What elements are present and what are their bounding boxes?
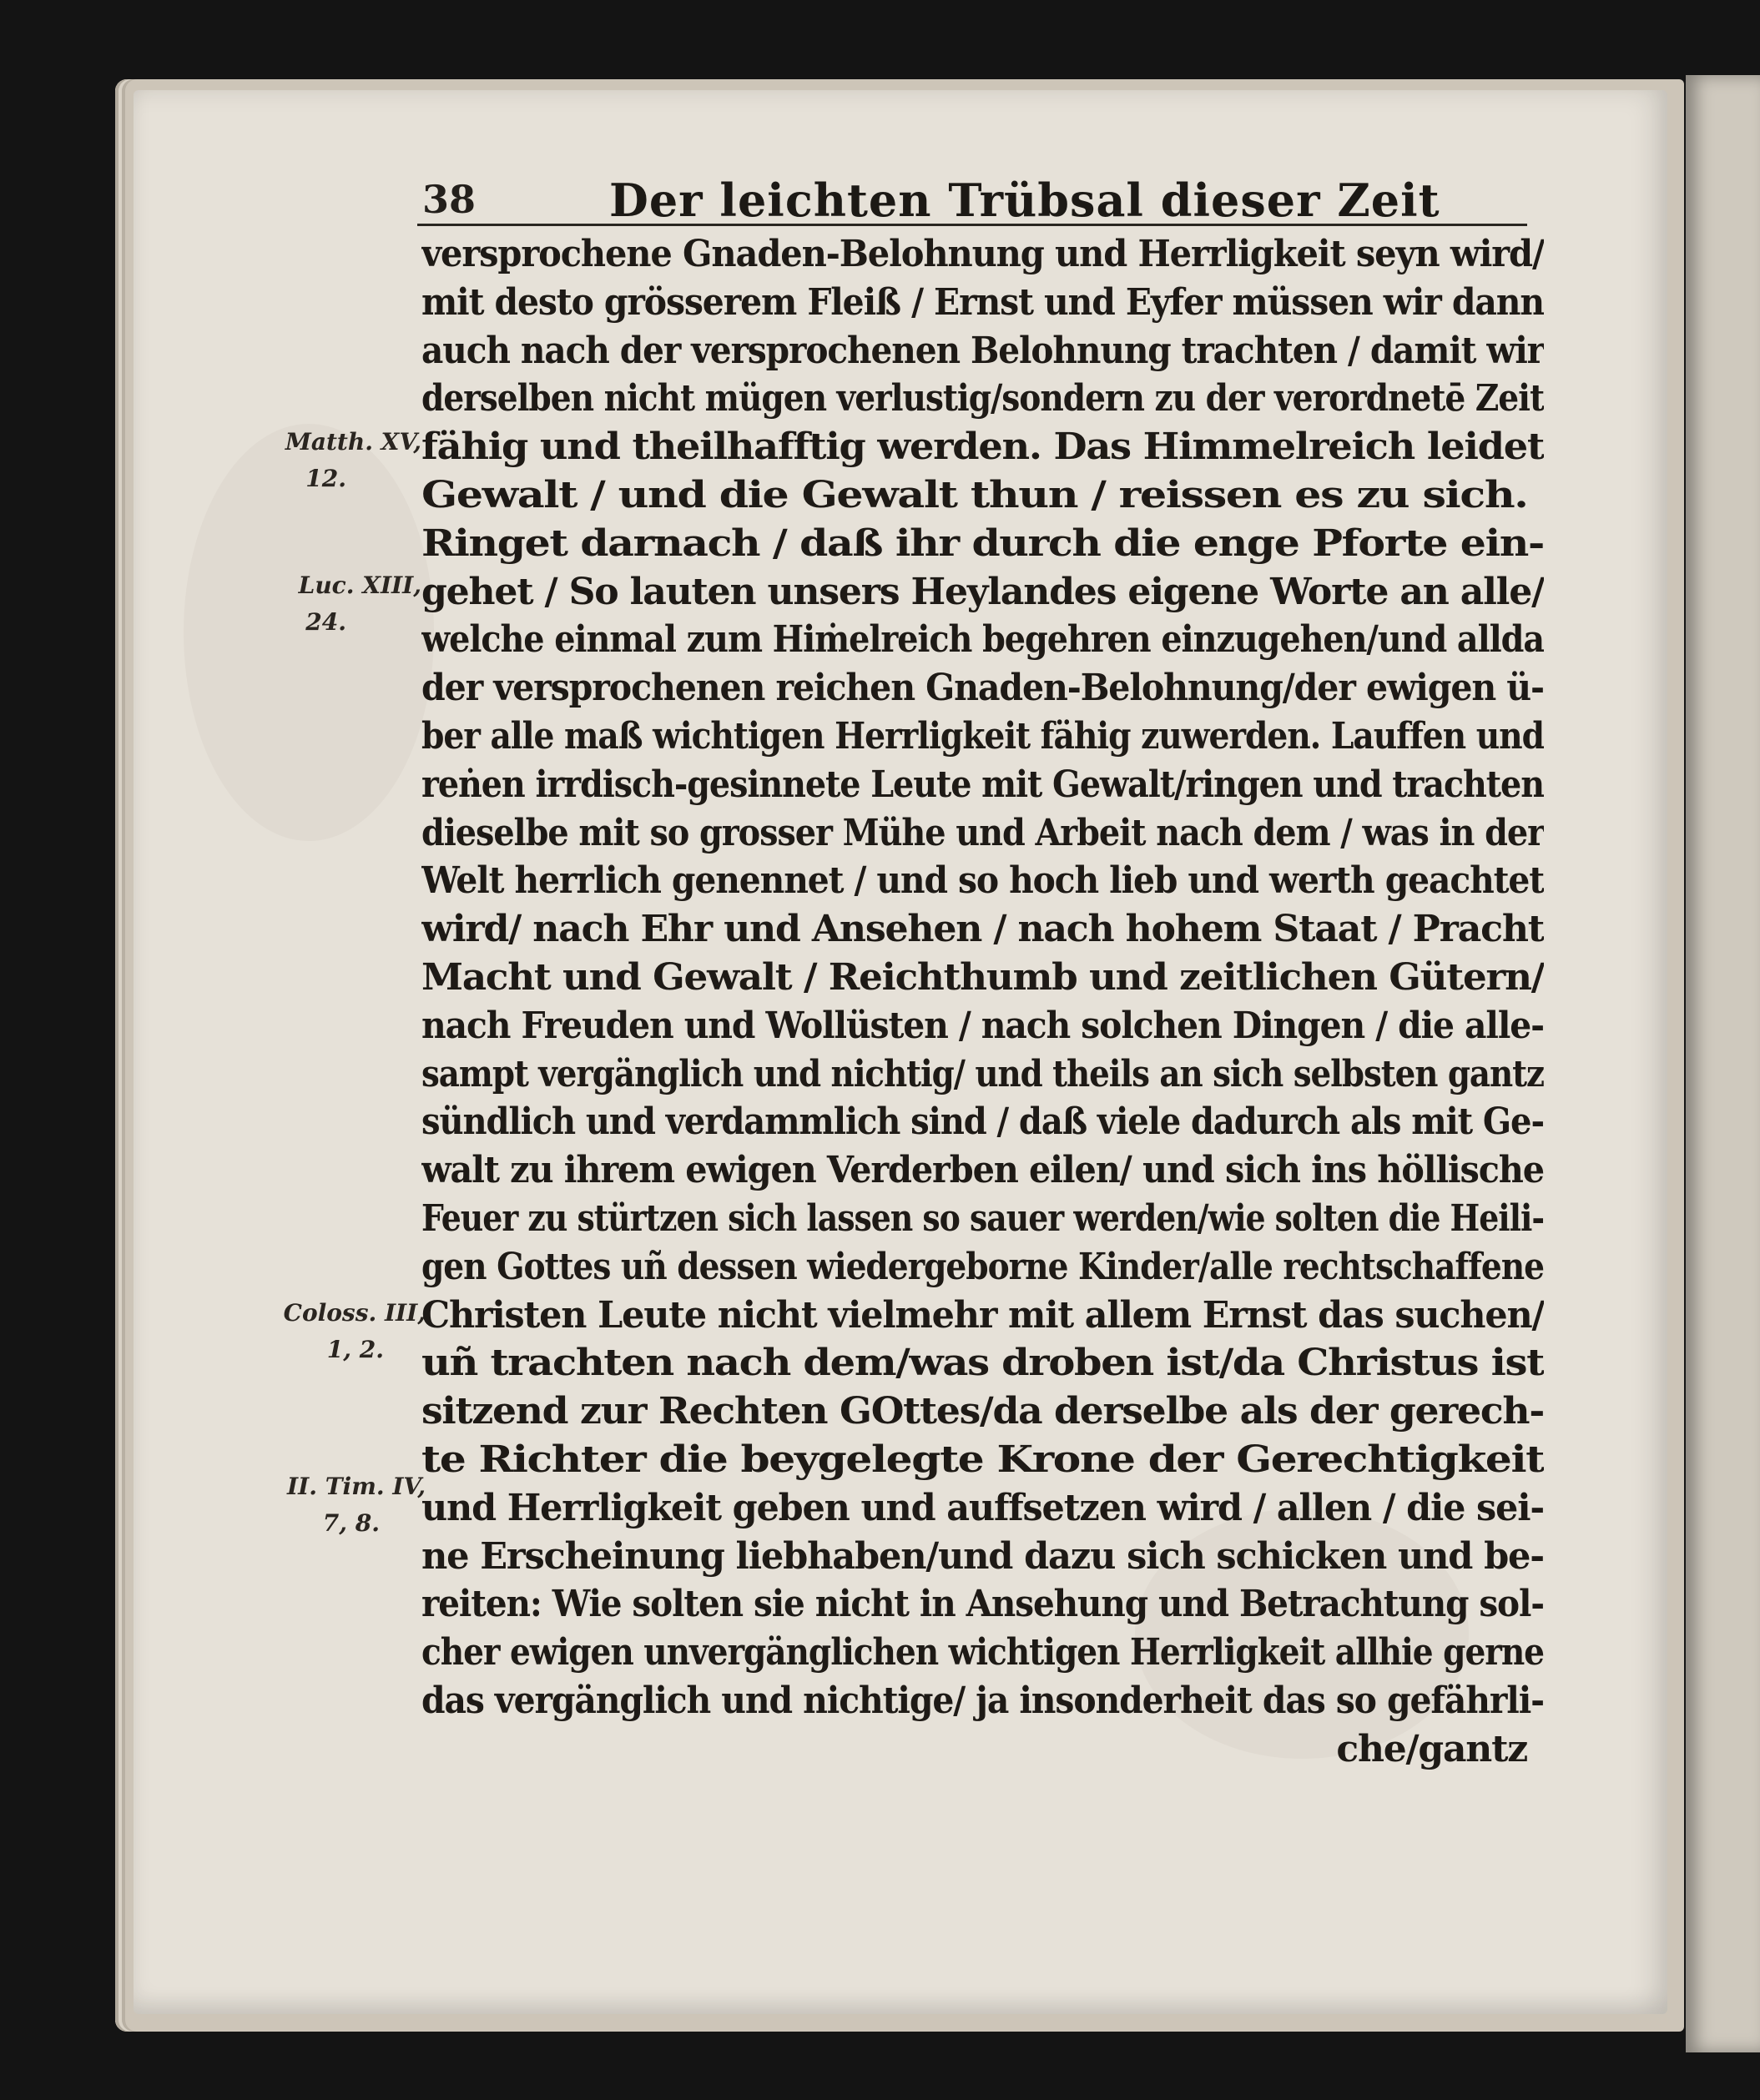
text-line: das vergänglich und nichtige/ ja insonderheit das so gefährli-: [421, 1679, 1544, 1722]
margin-note-citation: Coloss. III,: [283, 1299, 426, 1327]
page-number: 38: [422, 177, 477, 222]
text-line: ber alle maß wichtigen Herrligkeit fähig zuwerden. Lauffen und: [421, 714, 1544, 758]
text-line: wird/ nach Ehr und Ansehen / nach hohem Staat / Pracht: [421, 908, 1544, 951]
text-line: Feuer zu stürtzen sich lassen so sauer werden/wie solten die Heili-: [421, 1196, 1544, 1240]
text-line: reiten: Wie solten sie nicht in Ansehung und Betrachtung sol-: [421, 1583, 1544, 1626]
text-line: walt zu ihrem ewigen Verderben eilen/ und sich ins höllische: [421, 1149, 1544, 1192]
text-line: auch nach der versprochenen Belohnung trachten / damit wir: [421, 329, 1544, 372]
text-line: Welt herrlich genennet / und so hoch lieb und werth geachtet: [421, 859, 1544, 903]
margin-note: [267, 567, 421, 641]
text-line: derselben nicht mügen verlustig/sondern zu der verordnetē Zeit: [421, 377, 1544, 421]
text-line: und Herrligkeit geben und auffsetzen wird / allen / die sei-: [421, 1486, 1544, 1529]
text-line: uñ trachten nach dem/was droben ist/da Christus ist: [421, 1342, 1544, 1385]
text-line: dieselbe mit so grosser Mühe und Arbeit nach dem / was in der: [421, 811, 1544, 854]
text-line: welche einmal zum Hiṁelreich begehren einzugehen/und allda: [421, 618, 1544, 662]
margin-note: [275, 1468, 426, 1542]
margin-note-citation: Matth. XV,: [285, 428, 421, 456]
text-line: sündlich und verdammlich sind / daß viele dadurch als mit Ge-: [421, 1100, 1544, 1144]
text-line: cher ewigen unvergänglichen wichtigen Herrligkeit allhie gerne: [421, 1631, 1544, 1674]
margin-note-citation: II. Tim. IV,: [287, 1473, 426, 1500]
text-line: Macht und Gewalt / Reichthumb und zeitlichen Gütern/: [421, 955, 1544, 999]
margin-note-citation: Luc. XIII,: [298, 572, 421, 599]
text-line: sitzend zur Rechten GOttes/da derselbe als der gerech-: [421, 1390, 1544, 1433]
text-line: Ringet darnach / daß ihr durch die enge Pforte ein-: [421, 521, 1544, 565]
margin-note-verse: 12.: [305, 465, 346, 492]
text-line: mit desto grösserem Fleiß / Ernst und Eyfer müssen wir dann: [421, 280, 1544, 324]
text-line: gehet / So lauten unsers Heylandes eigene Worte an alle/: [421, 570, 1544, 613]
body-text: [421, 230, 1544, 1774]
facing-page-edge: [1686, 75, 1760, 2052]
text-line: reṅen irrdisch-gesinnete Leute mit Gewalt/ringen und trachten: [421, 763, 1544, 806]
text-line: der versprochenen reichen Gnaden-Belohnung/der ewigen ü-: [421, 667, 1544, 710]
margin-note-verse: 7, 8.: [322, 1509, 380, 1537]
page-header: [417, 172, 1527, 226]
text-line: Gewalt / und die Gewalt thun / reissen es zu sich.: [421, 473, 1528, 516]
text-line: gen Gottes uñ dessen wiedergeborne Kinder/alle rechtschaffene: [421, 1245, 1544, 1288]
text-line: te Richter die beygelegte Krone der Gerechtigkeit: [421, 1438, 1544, 1481]
text-line: sampt vergänglich und nichtig/ und theils an sich selbsten gantz: [421, 1052, 1544, 1095]
margin-note: [275, 424, 421, 497]
margin-note-verse: 24.: [305, 608, 346, 636]
running-title: Der leichten Trübsal dieser Zeit: [609, 174, 1440, 227]
text-line: versprochene Gnaden-Belohnung und Herrligkeit seyn wird/: [421, 233, 1544, 275]
margin-note-verse: 1, 2.: [326, 1336, 384, 1363]
text-line: Christen Leute nicht vielmehr mit allem Ernst das suchen/: [421, 1293, 1544, 1337]
text-line: fähig und theilhafftig werden. Das Himmelreich leidet: [421, 426, 1544, 469]
margin-note: [275, 1295, 426, 1368]
text-line: ne Erscheinung liebhaben/und dazu sich schicken und be-: [421, 1534, 1544, 1578]
text-line: nach Freuden und Wollüsten / nach solchen Dingen / die alle-: [421, 1004, 1544, 1047]
catchword: che/gantz: [1336, 1727, 1527, 1770]
